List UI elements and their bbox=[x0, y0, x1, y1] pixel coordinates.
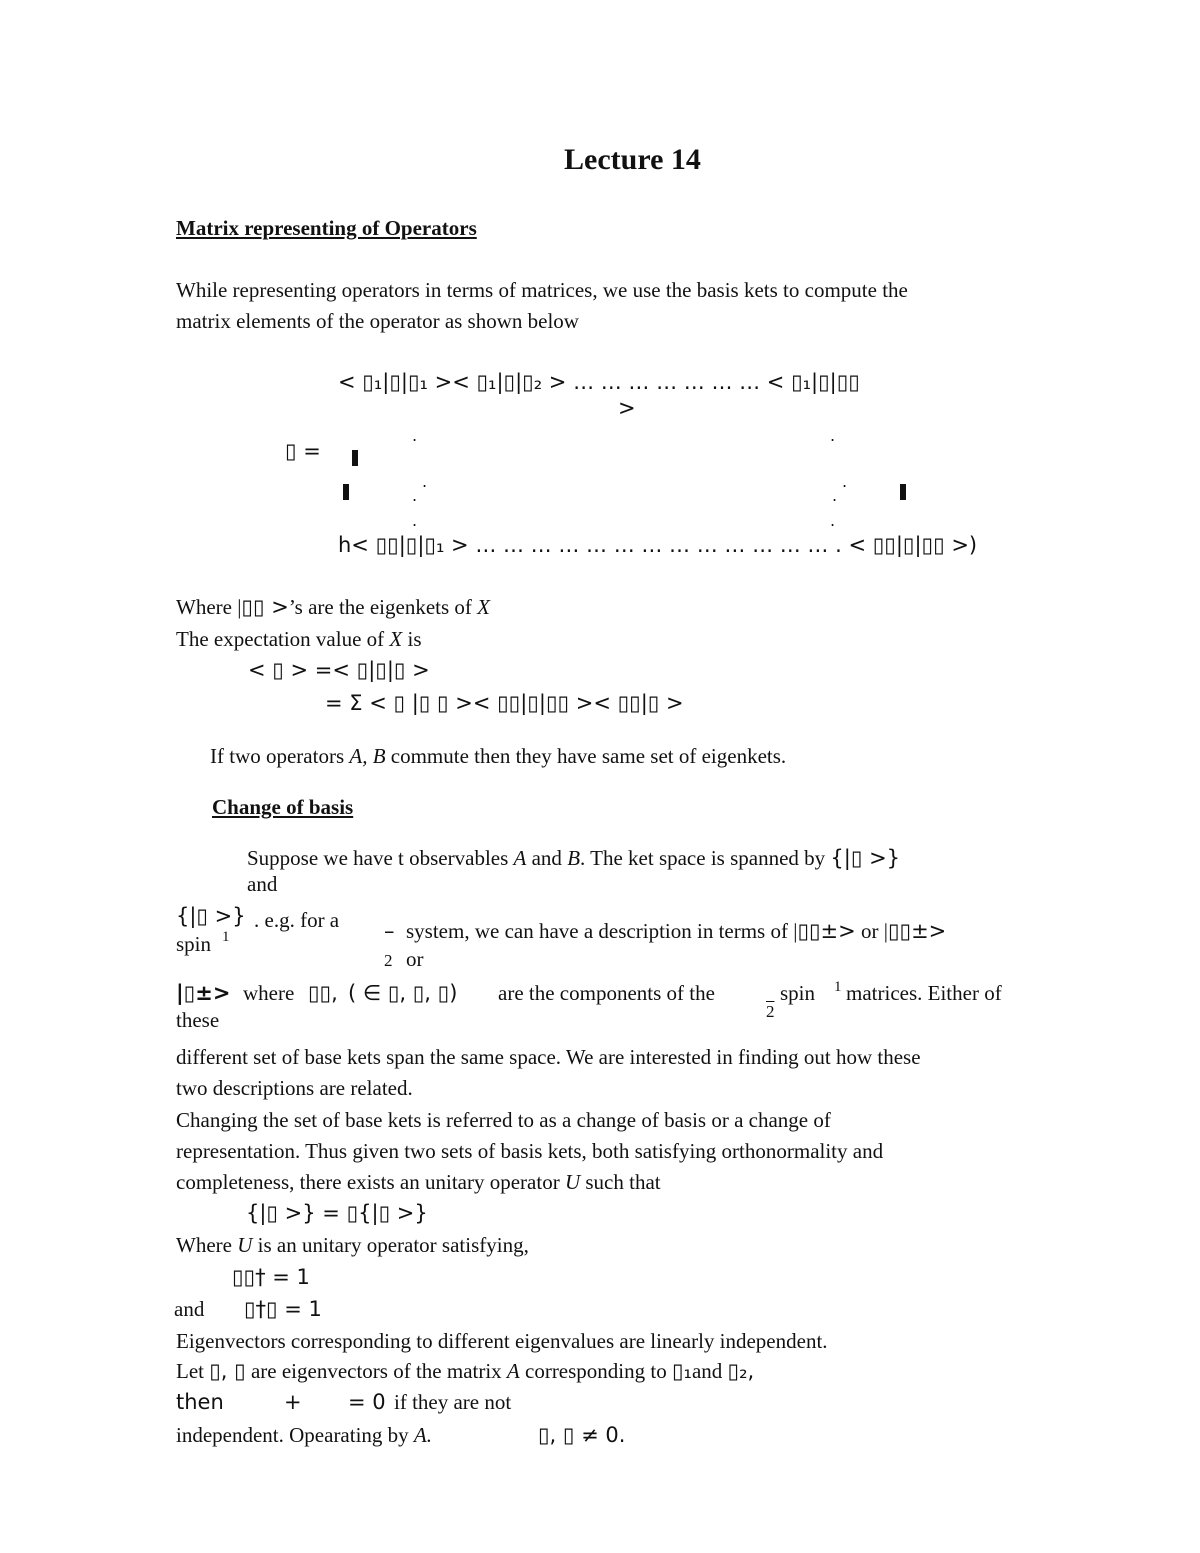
vertical-dot: . bbox=[830, 511, 836, 530]
commute-prefix: If two operators bbox=[210, 744, 350, 768]
lambda-1: ▯₁ bbox=[671, 1359, 692, 1383]
or-text: or | bbox=[855, 919, 888, 943]
spin-fraction-two: 2 bbox=[384, 951, 393, 970]
sx-ket: ▯▯±> bbox=[887, 919, 947, 943]
where-word: where bbox=[243, 981, 295, 1005]
var-b: B bbox=[567, 846, 581, 870]
para1-line-1: different set of base kets span the same space. We are interested in finding out how these bbox=[176, 1045, 921, 1069]
matrix-row-1: < ▯₁|▯|▯₁ >< ▯₁|▯|▯₂ > … … … … … … … < ▯₁|▯|▯▯ bbox=[338, 370, 860, 394]
basis-equation: {|▯ >} = ▯{|▯ >} bbox=[246, 1201, 428, 1225]
are-text: are eigenvectors of the matrix bbox=[245, 1359, 507, 1383]
ket-set-2: {|▯ >} bbox=[176, 904, 246, 928]
para2-line-3 bbox=[176, 1170, 661, 1194]
var-x: X bbox=[389, 627, 403, 651]
matrices-text: matrices. Either of bbox=[846, 981, 1002, 1005]
var-u: U bbox=[564, 1170, 581, 1194]
spin-fraction-one: 1 bbox=[222, 929, 230, 945]
lambda-2: ▯₂, bbox=[727, 1359, 755, 1383]
system-desc: system, we can have a description in terms of | bbox=[406, 919, 798, 943]
section-heading-matrix: Matrix representing of Operators bbox=[176, 216, 477, 240]
equals-zero: = 0 bbox=[348, 1390, 386, 1414]
matrix-row-1-cont: > bbox=[618, 396, 636, 420]
intro-line-1: While representing operators in terms of matrices, we use the basis kets to compute the bbox=[176, 278, 908, 302]
unitary-prefix: Where bbox=[176, 1233, 238, 1257]
vertical-dot: . bbox=[412, 486, 418, 505]
expectation-line bbox=[176, 627, 422, 651]
unitary-line bbox=[176, 1233, 529, 1257]
where-suffix: ’s are the eigenkets of bbox=[288, 595, 478, 619]
eigen-line-1: Eigenvectors corresponding to different eigenvalues are linearly independent. bbox=[176, 1329, 828, 1353]
fraction-one-2: 1 bbox=[834, 979, 842, 995]
suppose-b: . The ket space is spanned by bbox=[580, 846, 831, 870]
spin-word-2: spin bbox=[780, 981, 816, 1005]
expectation-eq-1: < ▯ > =< ▯|▯|▯ > bbox=[248, 658, 430, 682]
var-a: A bbox=[506, 1359, 520, 1383]
bracket-mark bbox=[343, 484, 349, 500]
independent-text: independent. Opearating by bbox=[176, 1423, 414, 1447]
eigen-vectors: ▯, ▯ bbox=[209, 1359, 246, 1383]
plus-sign: + bbox=[284, 1390, 302, 1414]
expectation-suffix: is bbox=[402, 627, 422, 651]
or-text-2: or bbox=[406, 947, 424, 971]
vertical-dot: . bbox=[842, 472, 848, 491]
commute-line bbox=[210, 744, 786, 768]
then-word: then bbox=[176, 1390, 224, 1414]
para1-line-2: two descriptions are related. bbox=[176, 1076, 413, 1100]
suppose-and-line: and bbox=[247, 872, 278, 896]
spin-word: spin bbox=[176, 932, 212, 956]
components-text: are the components of the bbox=[498, 981, 715, 1005]
let-word: Let bbox=[176, 1359, 210, 1383]
commute-suffix: commute then they have same set of eigenkets. bbox=[385, 744, 787, 768]
index-set: ( ∈ ▯, ▯, ▯) bbox=[348, 981, 458, 1005]
not-independent-text: if they are not bbox=[394, 1390, 512, 1414]
where-eigenkets-line bbox=[176, 595, 490, 619]
vertical-dot: . bbox=[832, 486, 838, 505]
these-word: these bbox=[176, 1008, 220, 1032]
matrix-lhs: ▯ = bbox=[285, 439, 321, 463]
expectation-eq-2: = Σ < ▯ |▯ ▯ >< ▯▯|▯|▯▯ >< ▯▯|▯ > bbox=[325, 691, 684, 715]
vertical-dot: . bbox=[412, 511, 418, 530]
where-prefix: Where | bbox=[176, 595, 242, 619]
corr-text: corresponding to bbox=[519, 1359, 672, 1383]
var-u: U bbox=[237, 1233, 253, 1257]
vertical-dot: . bbox=[412, 426, 418, 445]
component-ket: |▯±> bbox=[176, 981, 231, 1005]
suppose-and: and bbox=[526, 846, 568, 870]
section-heading-change-of-basis: Change of basis bbox=[212, 795, 354, 819]
spin-component: ▯▯, bbox=[308, 981, 338, 1005]
para2-line-3a: completeness, there exists an unitary operator bbox=[176, 1170, 565, 1194]
neq-zero: ▯, ▯ ≠ 0. bbox=[538, 1423, 626, 1447]
vertical-dot: . bbox=[830, 426, 836, 445]
eigenket-symbol: ▯▯ > bbox=[241, 595, 289, 619]
para2-line-3b: such that bbox=[580, 1170, 661, 1194]
and-word: and bbox=[174, 1297, 205, 1321]
matrix-row-last: h< ▯▯|▯|▯₁ > … … … … … … … … … … … … … . < ▯▯|▯|▯▯ >) bbox=[338, 533, 978, 557]
var-a: A bbox=[513, 846, 527, 870]
operating-line bbox=[176, 1423, 432, 1447]
intro-line-2: matrix elements of the operator as shown below bbox=[176, 309, 579, 333]
expectation-prefix: The expectation value of bbox=[176, 627, 390, 651]
sz-ket: ▯▯±> bbox=[797, 919, 856, 943]
commute-vars: A, B bbox=[349, 744, 386, 768]
fraction-bar: – bbox=[384, 919, 395, 943]
para2-line-1: Changing the set of base kets is referred to as a change of basis or a change of bbox=[176, 1108, 831, 1132]
fraction-two-2: 2 bbox=[766, 1002, 775, 1021]
unitary-eq-2: ▯†▯ = 1 bbox=[244, 1297, 322, 1321]
suppose-line bbox=[247, 846, 900, 870]
bracket-mark bbox=[900, 484, 906, 500]
page-title: Lecture 14 bbox=[564, 143, 701, 176]
eg-text: . e.g. for a bbox=[254, 908, 340, 932]
var-a: A. bbox=[413, 1423, 432, 1447]
suppose-a: Suppose we have t observables bbox=[247, 846, 514, 870]
system-text bbox=[406, 919, 946, 943]
and-text: and bbox=[691, 1359, 728, 1383]
bracket-mark bbox=[352, 450, 358, 466]
vertical-dot: . bbox=[422, 472, 428, 491]
para2-line-2: representation. Thus given two sets of basis kets, both satisfying orthonormality and bbox=[176, 1139, 884, 1163]
unitary-eq-1: ▯▯† = 1 bbox=[232, 1265, 310, 1289]
eigen-line-2 bbox=[176, 1359, 754, 1383]
var-x: X bbox=[477, 595, 490, 619]
ket-set: {|▯ >} bbox=[830, 846, 901, 870]
unitary-suffix: is an unitary operator satisfying, bbox=[252, 1233, 529, 1257]
